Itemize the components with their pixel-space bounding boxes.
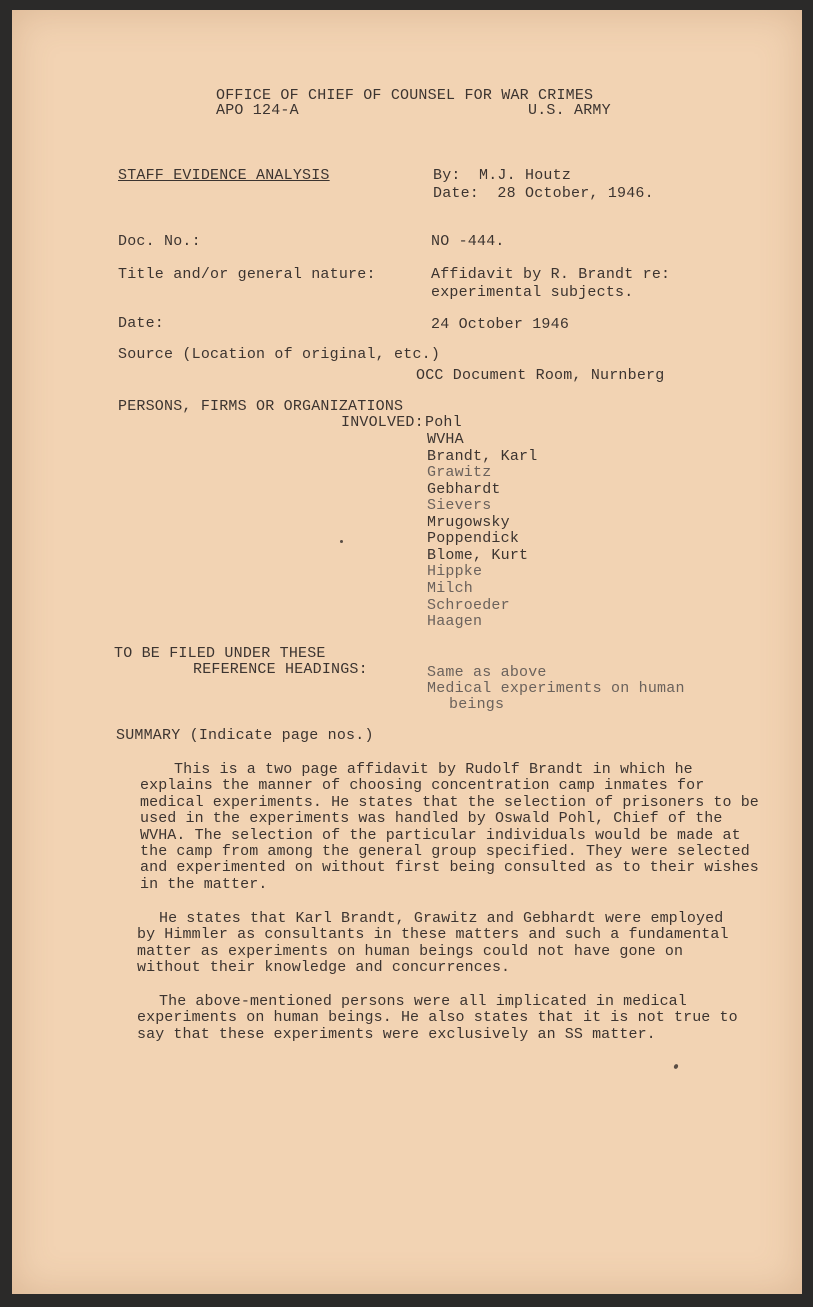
source-value: OCC Document Room, Nurnberg <box>416 367 665 384</box>
filing-value-line3: beings <box>449 696 505 713</box>
title-label: Title and/or general nature: <box>118 266 376 283</box>
army-label: U.S. ARMY <box>528 102 611 119</box>
filing-label-line2: REFERENCE HEADINGS: <box>193 661 368 678</box>
person-item: Hippke <box>427 563 483 580</box>
analysis-date: Date: 28 October, 1946. <box>433 185 654 202</box>
summary-paragraph: He states that Karl Brandt, Grawitz and Gebhardt were employed by Himmler as consultants in these matters and such a fundamental matter as experiments on human beings could not have gone on without their knowledge and concurrences. <box>137 910 729 977</box>
persons-label-line2: INVOLVED: <box>341 414 424 431</box>
apo-number: APO 124-A <box>216 102 299 119</box>
person-item: Blome, Kurt <box>427 547 529 564</box>
filing-value-line1: Same as above <box>427 664 547 681</box>
filing-value-line2: Medical experiments on human <box>427 680 685 697</box>
analysis-title: STAFF EVIDENCE ANALYSIS <box>118 167 330 184</box>
source-label: Source (Location of original, etc.) <box>118 346 441 363</box>
office-heading: OFFICE OF CHIEF OF COUNSEL FOR WAR CRIMES <box>216 87 594 104</box>
person-item: Milch <box>427 580 474 597</box>
person-item: Grawitz <box>427 464 492 481</box>
title-value-line2: experimental subjects. <box>431 284 634 301</box>
summary-paragraph: The above-mentioned persons were all implicated in medical experiments on human beings. He also states that it is not true to say that these experiments were exclusively an SS matter. <box>137 993 738 1043</box>
doc-no-value: NO -444. <box>431 233 505 250</box>
date-value: 24 October 1946 <box>431 316 570 333</box>
person-item: Schroeder <box>427 597 510 614</box>
person-item: Gebhardt <box>427 481 501 498</box>
person-item: Pohl <box>425 414 462 431</box>
title-value-line1: Affidavit by R. Brandt re: <box>431 266 671 283</box>
date-label: Date: <box>118 315 165 332</box>
filing-label-line1: TO BE FILED UNDER THESE <box>114 645 326 662</box>
person-item: Haagen <box>427 613 483 630</box>
person-item: Poppendick <box>427 530 520 547</box>
person-item: WVHA <box>427 431 464 448</box>
person-item: Brandt, Karl <box>427 448 538 465</box>
person-item: Sievers <box>427 497 492 514</box>
doc-no-label: Doc. No.: <box>118 233 201 250</box>
persons-label-line1: PERSONS, FIRMS OR ORGANIZATIONS <box>118 398 404 415</box>
person-item: Mrugowsky <box>427 514 510 531</box>
summary-label: SUMMARY (Indicate page nos.) <box>116 727 374 744</box>
ink-speck <box>340 540 343 543</box>
analyst-name: By: M.J. Houtz <box>433 167 572 184</box>
summary-paragraph: This is a two page affidavit by Rudolf Brandt in which he explains the manner of choosing concentration camp inmates for medical experiments. He states that the selection of prisoners to be used in the experiments was handled by Oswald Pohl, Chief of the WVHA. The selection of the particular individuals would be made at the camp from among the general group specified. They were selected and experimented on without first being consulted as to their wishes in the matter. <box>140 761 759 893</box>
